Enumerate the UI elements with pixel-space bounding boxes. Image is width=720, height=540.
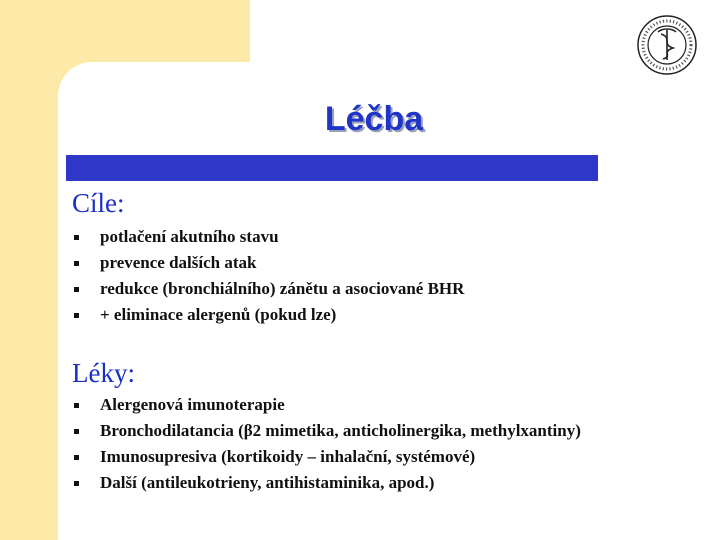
goals-list	[72, 224, 464, 328]
slide-title: Léčba	[324, 100, 424, 138]
section-heading-goals: Cíle:	[72, 188, 125, 218]
list-item-text: Další (antileukotrieny, antihistaminika, apod.)	[100, 473, 435, 492]
list-item-text: Imunosupresiva (kortikoidy – inhalační, systémové)	[100, 447, 476, 466]
list-item-text: + eliminace alergenů (pokud lze)	[100, 305, 337, 324]
bullet-icon	[74, 287, 79, 292]
bullet-icon	[74, 481, 79, 486]
list-item	[72, 224, 464, 250]
list-item	[72, 470, 581, 496]
drugs-list	[72, 392, 581, 496]
bullet-icon	[74, 403, 79, 408]
list-item	[72, 250, 464, 276]
list-item-text: potlačení akutního stavu	[100, 227, 279, 246]
section-heading-drugs: Léky:	[72, 358, 135, 388]
list-item-text: Alergenová imunoterapie	[100, 395, 285, 414]
bullet-icon	[74, 235, 79, 240]
bullet-icon	[74, 455, 79, 460]
list-item-text: Bronchodilatancia (β2 mimetika, anticholinergika, methylxantiny)	[100, 421, 581, 440]
list-item	[72, 444, 581, 470]
list-item-text: redukce (bronchiálního) zánětu a asociované BHR	[100, 279, 465, 298]
list-item	[72, 392, 581, 418]
bullet-icon	[74, 429, 79, 434]
bullet-icon	[74, 261, 79, 266]
list-item	[72, 302, 464, 328]
list-item	[72, 276, 464, 302]
university-seal-logo-icon	[636, 14, 698, 76]
list-item-text: prevence dalších atak	[100, 253, 257, 272]
title-underline-bar	[66, 155, 598, 181]
bullet-icon	[74, 313, 79, 318]
list-item	[72, 418, 581, 444]
